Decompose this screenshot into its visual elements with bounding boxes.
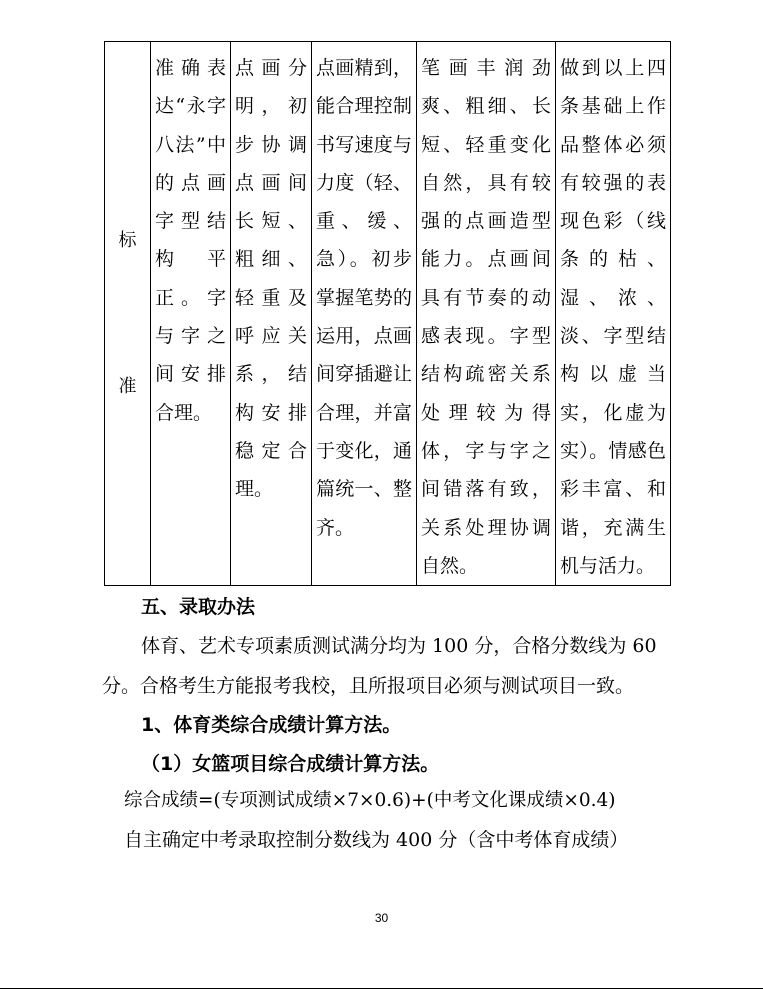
row-label-cell — [105, 42, 151, 586]
admission-paragraph-line-1: 体育、艺术专项素质测试满分均为 100 分，合格分数线为 60 — [141, 635, 657, 657]
table-row — [105, 42, 671, 586]
criteria-cell-4: 笔画丰润劲爽、粗细、长短、轻重变化自然，具有较强的点画造型能力。点画间具有节奏的动感表现。字型结构疏密关系处理较为得体，字与字之间错落有致，关系处理协调自然。 — [417, 42, 556, 586]
row-label-char-1: 标 — [118, 229, 137, 251]
grading-criteria-table — [104, 41, 671, 586]
subheading-sports: 1、体育类综合成绩计算方法。 — [141, 714, 402, 736]
page-number: 30 — [374, 911, 389, 925]
criteria-cell-3: 点画精到，能合理控制书写速度与力度（轻、重、缓、急）。初步掌握笔势的运用，点画间穿插避让合理，并富于变化，通篇统一、整齐。 — [312, 42, 417, 586]
score-formula: 综合成绩=(专项测试成绩×7×0.6)+(中考文化课成绩×0.4) — [124, 790, 616, 811]
admission-paragraph-line-2: 分。合格考生方能报考我校，且所报项目必须与测试项目一致。 — [102, 675, 635, 697]
criteria-cell-5: 做到以上四条基础上作品整体必须有较强的表现色彩（线条的枯、湿、浓、淡、字型结构以虚当实，化虚为实）。情感色彩丰富、和谐，充满生机与活力。 — [556, 42, 671, 586]
row-label-char-2: 准 — [118, 375, 137, 397]
criteria-cell-2: 点画分明，初步协调点画间长短、粗细、轻重及呼应关系，结构安排稳定合理。 — [231, 42, 312, 586]
criteria-cell-1: 准确表达“永字八法”中的点画字型结构平正。字与字之间安排合理。 — [151, 42, 231, 586]
subheading-basketball: （1）女篮项目综合成绩计算方法。 — [141, 753, 440, 775]
control-score-line: 自主确定中考录取控制分数线为 400 分（含中考体育成绩） — [124, 829, 629, 851]
section-heading: 五、录取办法 — [141, 596, 256, 618]
